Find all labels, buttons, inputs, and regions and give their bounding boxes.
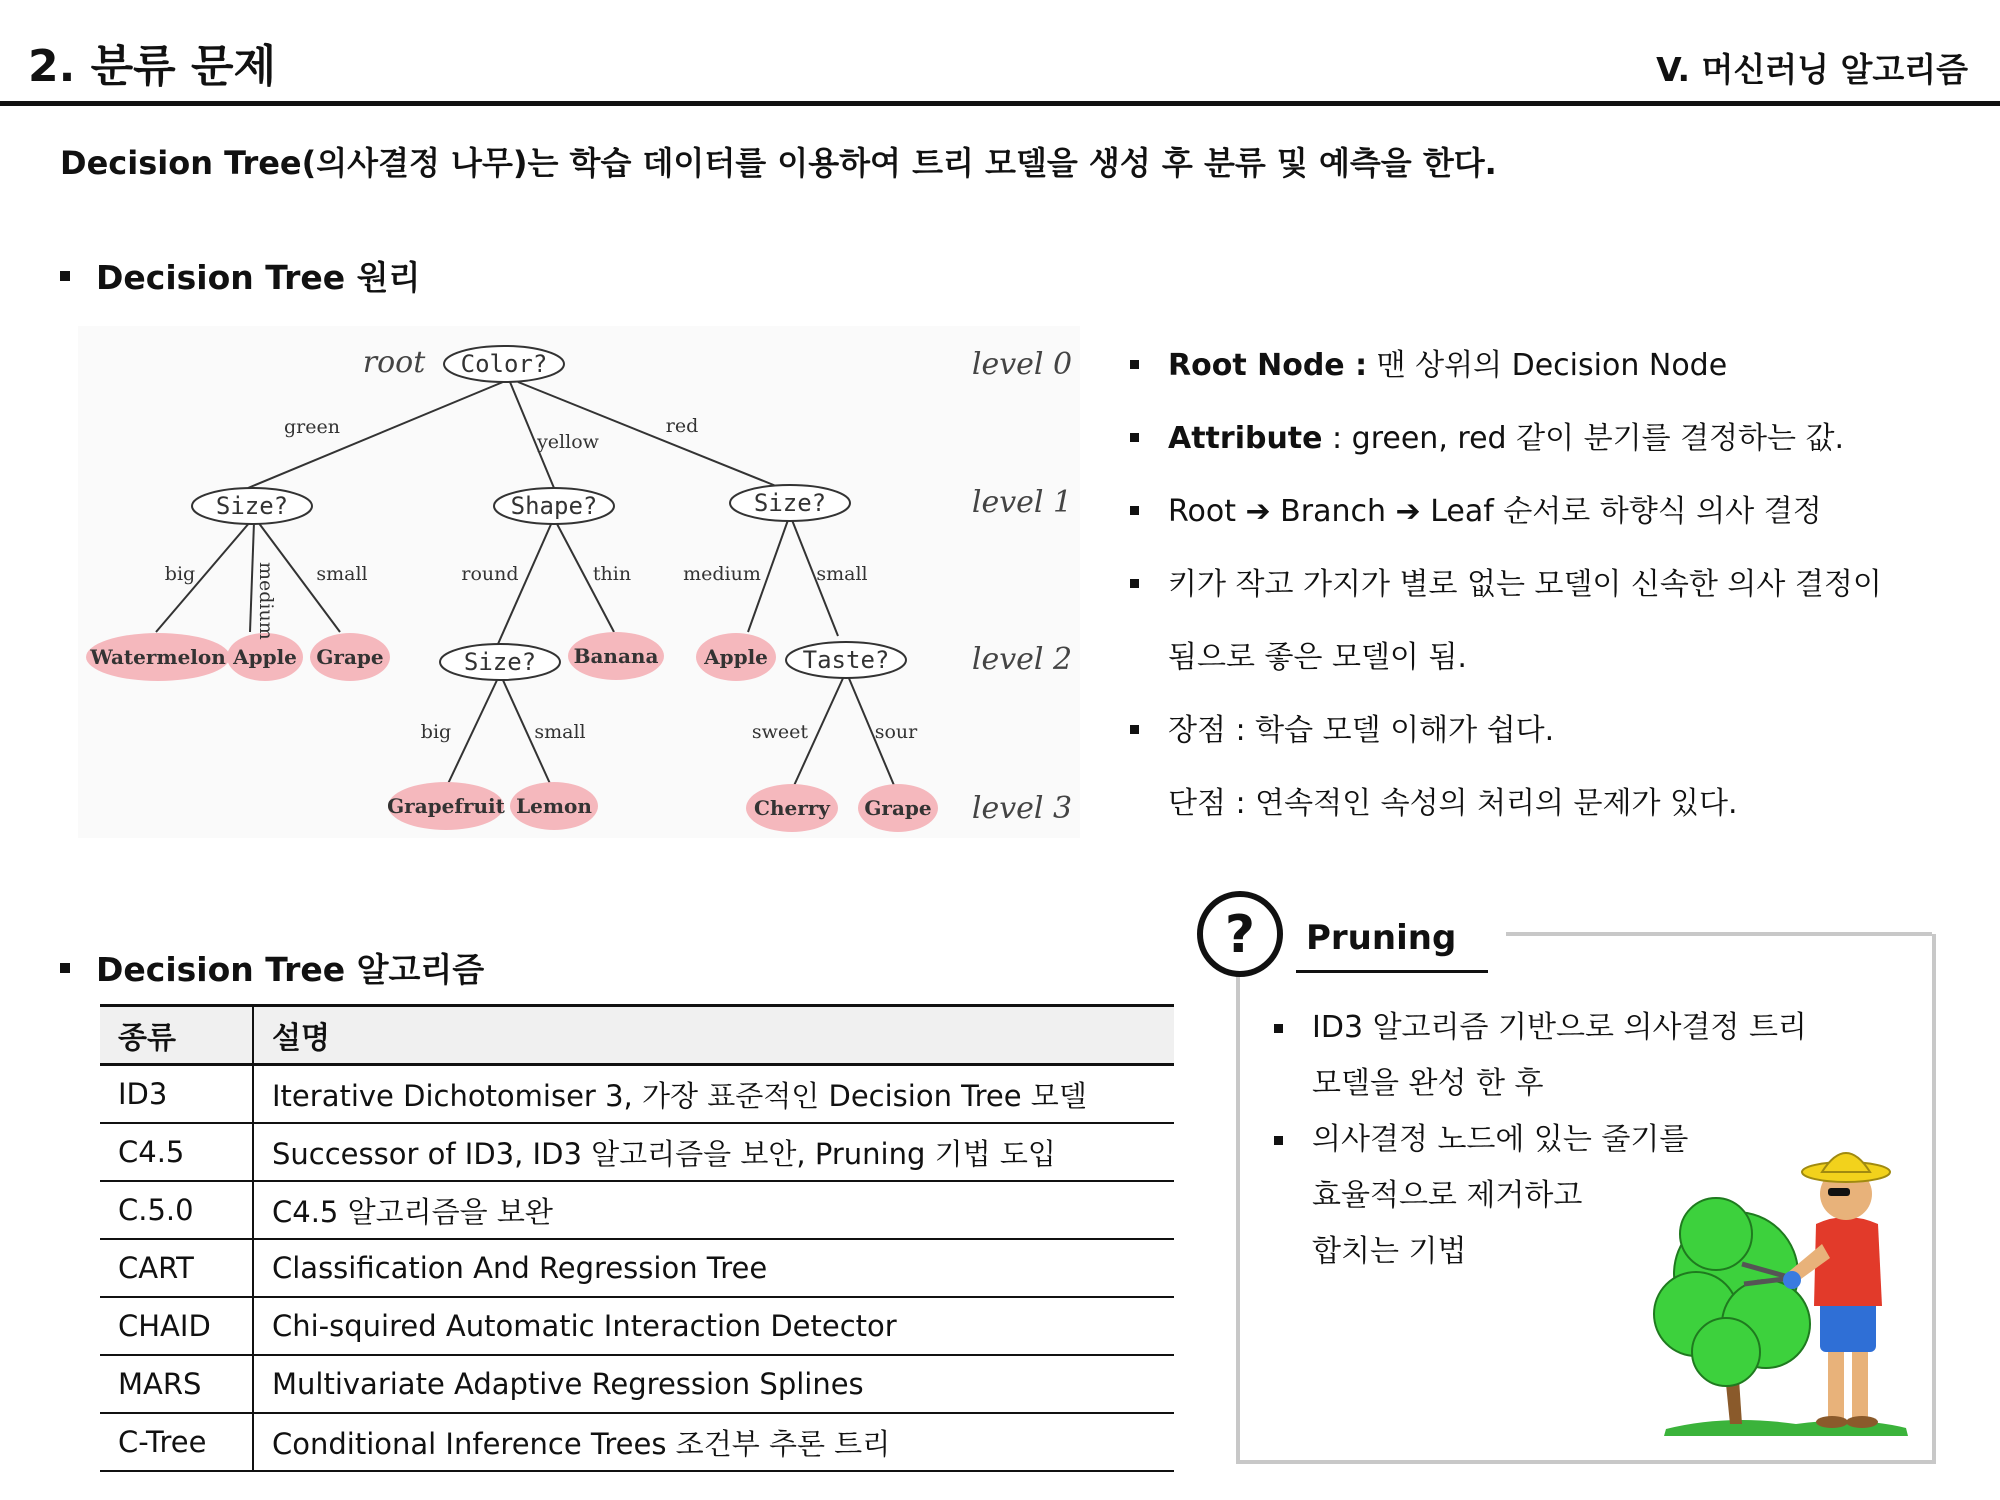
note-text: 맨 상위의 Decision Node [1367, 348, 1728, 383]
note-item [1130, 559, 1882, 603]
leaf-watermelon: Watermelon [90, 645, 226, 669]
pruning-line-text: 합치는 기법 [1312, 1234, 1467, 1269]
pruning-box-top-border [1506, 932, 1932, 936]
edge-label-green: green [284, 416, 340, 438]
table-cell: CHAID [100, 1297, 253, 1355]
pruning-title-underline [1296, 970, 1488, 973]
level-label: level 1 [971, 485, 1073, 520]
section-title: V. 머신러닝 알고리즘 [1656, 50, 1968, 89]
leaf-apple-red: Apple [704, 645, 768, 669]
bush [1654, 1198, 1810, 1386]
decision-tree-diagram [78, 326, 1080, 838]
note-continuation [1130, 632, 1467, 676]
bullet-icon [1130, 579, 1139, 588]
table-row [100, 1123, 1174, 1181]
node-size-right: Size? [753, 489, 827, 517]
pruning-line-text: 효율적으로 제거하고 [1312, 1178, 1583, 1213]
leaf-grape-sour: Grape [864, 796, 932, 820]
bullet-icon [1130, 433, 1139, 442]
question-glyph: ? [1224, 905, 1256, 965]
table-row [100, 1413, 1174, 1471]
pruning-line-text: 모델을 완성 한 후 [1312, 1066, 1544, 1101]
principle-heading [60, 252, 420, 299]
tree-edge [446, 678, 498, 788]
edge-label-yellow: yellow [537, 431, 599, 453]
note-text: 됨으로 좋은 모델이 됨. [1168, 640, 1467, 675]
table-row [100, 1297, 1174, 1355]
edge-label-medium: medium [255, 562, 277, 640]
pruning-title: Pruning [1306, 918, 1457, 958]
node-size-left: Size? [215, 492, 289, 520]
note-item [1130, 340, 1727, 384]
bullet-icon [60, 963, 70, 973]
glove [1783, 1271, 1801, 1289]
pruning-line [1272, 1006, 1807, 1062]
note-text: Root ➔ Branch ➔ Leaf 순서로 하향식 의사 결정 [1168, 494, 1822, 529]
edge-label-big-lower: big [420, 721, 452, 743]
note-text: 단점 : 연속적인 속성의 처리의 문제가 있다. [1168, 786, 1738, 821]
leaf-grapefruit: Grapefruit [387, 794, 505, 818]
pruning-line-text: ID3 알고리즘 기반으로 의사결정 트리 [1312, 1010, 1807, 1045]
level-label: level 0 [971, 347, 1073, 382]
node-color: Color? [460, 350, 548, 378]
note-term: Attribute [1168, 421, 1323, 456]
table-row [100, 1065, 1174, 1124]
bullet-icon [1130, 725, 1139, 734]
edge-label-big: big [164, 563, 196, 585]
node-taste: Taste? [802, 646, 890, 674]
edge-label-medium-right: medium [683, 563, 761, 585]
table-cell: Conditional Inference Trees 조건부 추론 트리 [253, 1413, 1174, 1471]
sunglasses [1828, 1188, 1850, 1196]
edge-label-small-right: small [816, 563, 868, 585]
table-cell: Iterative Dichotomiser 3, 가장 표준적인 Decision Tree 모델 [253, 1065, 1174, 1124]
leaf-banana: Banana [573, 644, 659, 668]
header-divider [0, 101, 2000, 106]
table-cell: ID3 [100, 1065, 253, 1124]
leaf-grape: Grape [316, 645, 384, 669]
gardener-pruning-illustration [1646, 1124, 1936, 1444]
bullet-icon [1130, 506, 1139, 515]
edge-label-round: round [461, 563, 519, 585]
edge-label-sour: sour [874, 721, 918, 743]
table-cell: CART [100, 1239, 253, 1297]
table-cell: MARS [100, 1355, 253, 1413]
table-row [100, 1239, 1174, 1297]
node-shape: Shape? [510, 492, 598, 520]
note-text: : green, red 같이 분기를 결정하는 값. [1322, 421, 1845, 456]
leaf-apple: Apple [233, 645, 297, 669]
level-label: level 2 [971, 642, 1073, 677]
note-text: 장점 : 학습 모델 이해가 쉽다. [1168, 713, 1555, 748]
bullet-icon [1130, 360, 1139, 369]
column-header: 설명 [253, 1006, 1174, 1065]
algorithm-table [100, 1004, 1174, 1472]
note-term: Root Node : [1168, 348, 1368, 383]
pruning-line-text: 의사결정 노드에 있는 줄기를 [1312, 1122, 1689, 1157]
table-cell: Classification And Regression Tree [253, 1239, 1174, 1297]
bullet-icon [1274, 1136, 1283, 1145]
question-icon [1196, 890, 1284, 978]
pruning-line [1272, 1062, 1807, 1118]
shoe [1816, 1416, 1848, 1428]
table-cell: C-Tree [100, 1413, 253, 1471]
table-cell: Successor of ID3, ID3 알고리즘을 보안, Pruning 기법 도입 [253, 1123, 1174, 1181]
page-title: 2. 분류 문제 [28, 41, 276, 92]
edge-label-thin: thin [592, 563, 632, 585]
column-header: 종류 [100, 1006, 253, 1065]
tree-edge [250, 522, 254, 632]
intro-text: Decision Tree(의사결정 나무)는 학습 데이터를 이용하여 트리 모델을 생성 후 분류 및 예측을 한다. [60, 144, 1497, 182]
note-item [1130, 413, 1844, 457]
table-cell: C.5.0 [100, 1181, 253, 1239]
edge-label-small: small [316, 563, 368, 585]
level-label: level 3 [971, 791, 1073, 826]
hat-crown [1822, 1153, 1870, 1172]
root-label: root [362, 345, 426, 380]
note-text: 키가 작고 가지가 별로 없는 모델이 신속한 의사 결정이 [1168, 567, 1882, 602]
edge-label-red: red [665, 415, 699, 437]
shorts [1820, 1300, 1876, 1352]
table-cell: C4.5 [100, 1123, 253, 1181]
bullet-icon [1274, 1024, 1283, 1033]
table-cell: C4.5 알고리즘을 보완 [253, 1181, 1174, 1239]
table-header-row [100, 1006, 1174, 1065]
algorithm-heading-text: Decision Tree 알고리즘 [96, 950, 485, 989]
table-cell: Multivariate Adaptive Regression Splines [253, 1355, 1174, 1413]
principle-heading-text: Decision Tree 원리 [96, 258, 421, 297]
note-item [1130, 705, 1554, 749]
table-cell: Chi-squired Automatic Interaction Detector [253, 1297, 1174, 1355]
edge-label-sweet: sweet [751, 721, 809, 743]
bullet-icon [60, 271, 70, 281]
table-row [100, 1355, 1174, 1413]
table-row [100, 1181, 1174, 1239]
shoe [1846, 1416, 1878, 1428]
algorithm-heading [60, 944, 484, 991]
leaf-lemon: Lemon [516, 794, 592, 818]
note-continuation [1130, 778, 1738, 822]
note-item [1130, 486, 1822, 530]
leaf-cherry: Cherry [754, 796, 830, 820]
edge-label-small-lower: small [534, 721, 586, 743]
node-size-mid: Size? [463, 648, 537, 676]
